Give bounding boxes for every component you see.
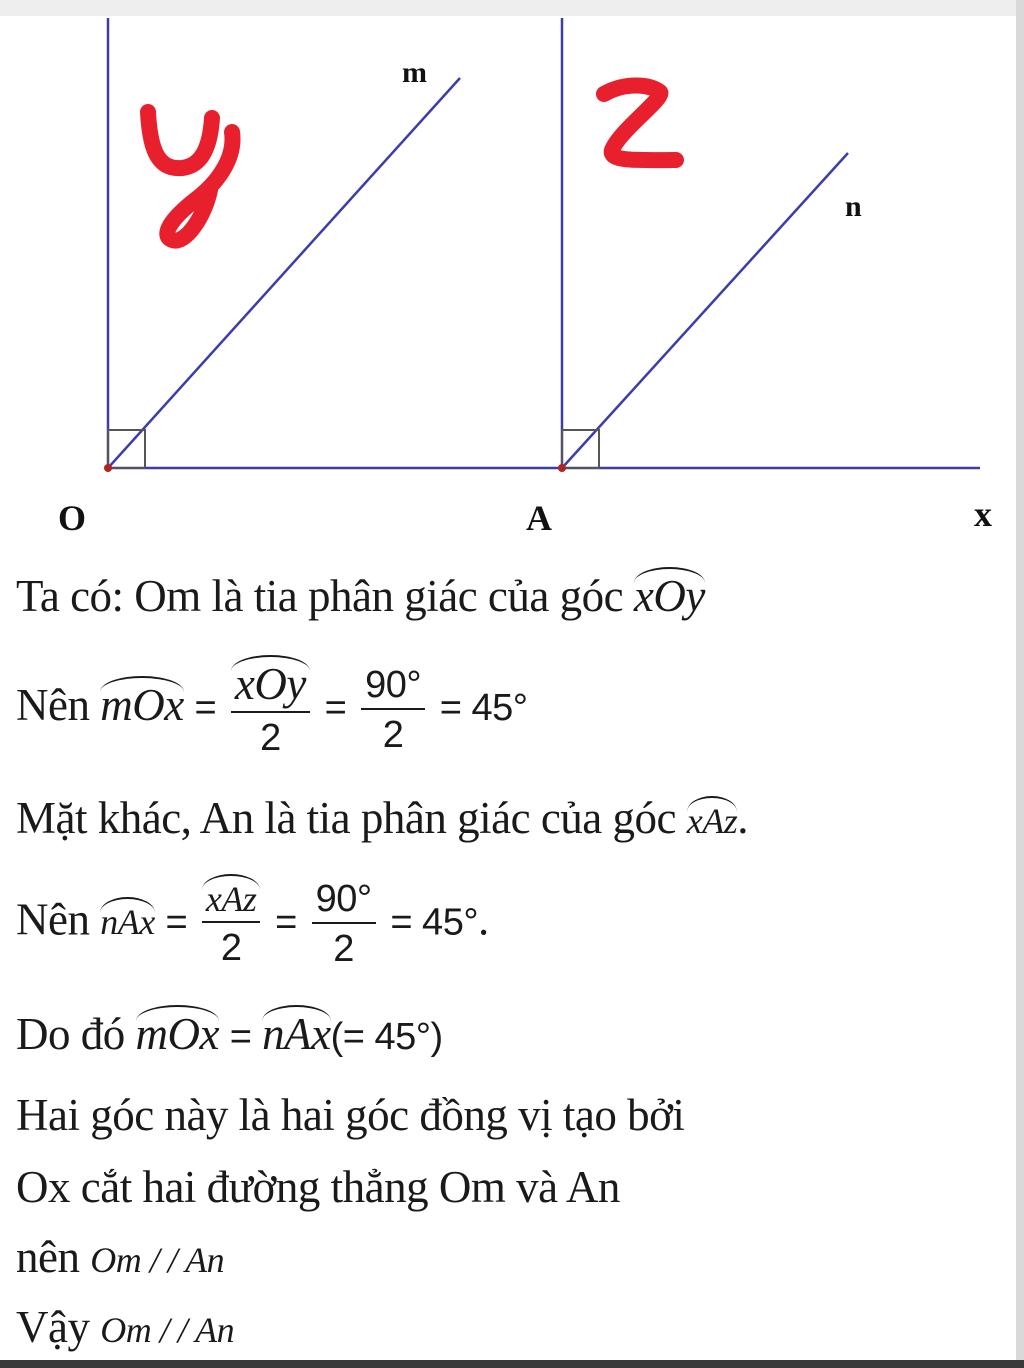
angle-xaz: xAz [686, 801, 738, 841]
angle-mox-b: mOx [135, 1009, 219, 1059]
parallel-conclusion: Om / / An [100, 1310, 235, 1350]
line-9-prefix: Vậy [16, 1302, 90, 1352]
geometry-figure [0, 0, 1016, 560]
point-a [558, 464, 566, 472]
paren-45: (= 45°) [330, 1016, 443, 1058]
angle-nax-b: nAx [262, 1009, 331, 1059]
line-6: Hai góc này là hai góc đồng vị tạo bởi [16, 1090, 685, 1140]
line-4: Nên nAx = $\frac{\text{xAz}}{2}$ = $\frac{90^\circ}{2}$ = 45°. [16, 878, 489, 970]
fraction-90-over-2: $\frac{90^\circ}{2}$ [361, 666, 425, 754]
handwritten-y [148, 112, 232, 241]
label-n: n [845, 190, 862, 223]
label-o: O [58, 498, 87, 538]
line-2-prefix: Nên [16, 679, 90, 730]
angle-xoy: xOy [633, 571, 705, 621]
right-border [1016, 0, 1024, 1368]
line-4-prefix: Nên [16, 894, 90, 945]
line-9 [16, 1302, 235, 1352]
bottom-border [0, 1360, 1024, 1368]
handwritten-z [604, 86, 676, 161]
line-1-text: Ta có: Om là tia phân giác của góc [16, 571, 624, 621]
line-3: Mặt khác, An là tia phân giác của góc xAz. [16, 793, 748, 843]
label-a: A [526, 498, 552, 538]
point-o [104, 464, 112, 472]
line-5: Do đó mOx = nAx(= 45°) [16, 1009, 443, 1059]
line-1 [16, 571, 705, 621]
line-5-prefix: Do đó [16, 1009, 125, 1059]
label-m: m [402, 56, 427, 89]
line-7: Ox cắt hai đường thẳng Om và An [16, 1162, 620, 1212]
angle-nax: nAx [100, 902, 155, 943]
fraction-xaz-over-2: $\frac{\text{xAz}}{2}$ [202, 881, 260, 967]
parallel-statement: Om / / An [90, 1240, 225, 1280]
line-8-prefix: nên [16, 1232, 80, 1282]
fraction-xoy-over-2: $\frac{\text{xOy}}{2}$ [231, 662, 310, 757]
result-45: = 45° [439, 686, 528, 729]
ray-an [562, 153, 848, 468]
label-x: x [974, 494, 992, 534]
line-8 [16, 1232, 225, 1282]
ray-om [108, 78, 460, 468]
line-3-text: Mặt khác, An là tia phân giác của góc [16, 793, 676, 843]
result-45-b: = 45° [390, 901, 479, 944]
angle-mox: mOx [100, 679, 184, 730]
fraction-90-over-2-b: $\frac{90^\circ}{2}$ [312, 880, 376, 968]
line-2: Nên mOx = $\frac{\text{xOy}}{2}$ = $\frac{90^\circ}{2}$ = 45° [16, 659, 528, 759]
